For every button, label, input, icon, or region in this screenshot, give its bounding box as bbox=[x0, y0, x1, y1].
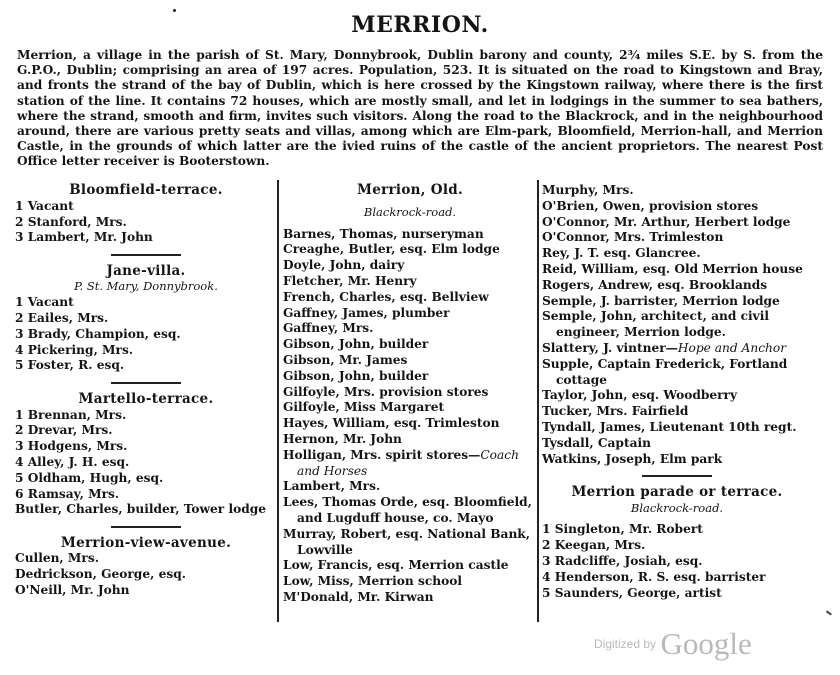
section-rule bbox=[642, 475, 712, 477]
directory-entry: Fletcher, Mr. Henry bbox=[283, 273, 417, 288]
directory-entry: 4 Alley, J. H. esq. bbox=[15, 454, 130, 469]
section-heading: Bloomfield-terrace. bbox=[69, 182, 223, 198]
directory-entry: 1 Vacant bbox=[15, 295, 74, 310]
directory-entry: Tyndall, James, Lieutenant 10th regt. bbox=[542, 419, 797, 434]
intro-paragraph: Merrion, a village in the parish of St. Mary, Donnybrook, Dublin barony and county, 2¾ miles S.E. by S. from the G.P.O., Dublin; comprising an area of 197 acres. Population, 523. It is situated on the road to Kingstown and Bray, and fronts the strand of the bay of Dublin, which is here crossed by the Kingstown railway, where there is the first station of the line. It contains 72 houses, which are mostly small, and let in lodgings in the summer to sea bathers, where the strand, smooth and firm, invites such visitors. Along the road to the Blackrock, and in the neighbourhood around, there are various pretty seats and villas, among which are Elm-park, Bloomfield, Merrion-hall, and Merrion Castle, in the grounds of which latter are the ivied ruins of the castle of the ancient proprietors. The nearest Post Office letter receiver is Booterstown. bbox=[17, 48, 823, 169]
section-rule bbox=[111, 526, 181, 528]
tavern-sign: Coach and Horses bbox=[297, 447, 519, 478]
directory-entry: 3 Hodgens, Mrs. bbox=[15, 439, 128, 454]
directory-entry: Butler, Charles, builder, Tower lodge bbox=[15, 502, 267, 517]
directory-entry: Creaghe, Butler, esq. Elm lodge bbox=[283, 242, 500, 257]
watermark-prefix: Digitized by bbox=[594, 637, 657, 651]
directory-entry bbox=[283, 448, 537, 480]
directory-entry: 2 Eailes, Mrs. bbox=[15, 311, 109, 326]
directory-entry: 2 Drevar, Mrs. bbox=[15, 423, 113, 438]
section-rule bbox=[111, 254, 181, 256]
entry-text: Slattery, J. vintner— bbox=[542, 340, 678, 355]
page-title: MERRION. bbox=[351, 12, 489, 38]
directory-entry: 3 Radcliffe, Josiah, esq. bbox=[542, 554, 703, 569]
section-subheading: Blackrock-road. bbox=[630, 500, 724, 515]
directory-entry: Rogers, Andrew, esq. Brooklands bbox=[542, 277, 768, 292]
digitized-watermark bbox=[594, 626, 752, 662]
column-left bbox=[15, 183, 277, 599]
directory-entry: Murphy, Mrs. bbox=[542, 183, 634, 197]
directory-entry: Cullen, Mrs. bbox=[15, 551, 99, 566]
section-heading: Merrion, Old. bbox=[356, 182, 464, 198]
directory-entry: 2 Stanford, Mrs. bbox=[15, 214, 127, 229]
section-rule bbox=[111, 382, 181, 384]
directory-entry: Low, Francis, esq. Merrion castle bbox=[283, 558, 509, 573]
directory-entry: Gaffney, James, plumber bbox=[283, 305, 450, 320]
directory-entry: O'Brien, Owen, provision stores bbox=[542, 198, 759, 213]
directory-entry: M'Donald, Mr. Kirwan bbox=[283, 589, 434, 604]
directory-entry: Reid, William, esq. Old Merrion house bbox=[542, 261, 803, 276]
directory-entry: 3 Lambert, Mr. John bbox=[15, 230, 153, 245]
directory-entry: Barnes, Thomas, nurseryman bbox=[283, 226, 484, 241]
directory-entry: O'Connor, Mrs. Trimleston bbox=[542, 230, 724, 245]
directory-entry bbox=[542, 341, 812, 357]
directory-entry: French, Charles, esq. Bellview bbox=[283, 289, 489, 304]
directory-entry: 1 Singleton, Mr. Robert bbox=[542, 522, 703, 537]
directory-entry: O'Neill, Mr. John bbox=[15, 583, 130, 598]
directory-entry: Watkins, Joseph, Elm park bbox=[542, 451, 723, 466]
section-heading: Merrion-view-avenue. bbox=[60, 534, 232, 551]
directory-entry: Rey, J. T. esq. Glancree. bbox=[542, 246, 701, 261]
section-heading: Merrion parade or terrace. bbox=[571, 483, 783, 500]
directory-entry: Supple, Captain Frederick, Fortland cottage bbox=[542, 356, 788, 387]
directory-entry: Low, Miss, Merrion school bbox=[283, 574, 462, 589]
directory-entry: Lees, Thomas Orde, esq. Bloomfield, and Lugduff house, co. Mayo bbox=[283, 495, 532, 525]
directory-entry: 1 Vacant bbox=[15, 198, 74, 213]
directory-entry: Lambert, Mrs. bbox=[283, 479, 381, 494]
directory-entry: Gaffney, Mrs. bbox=[283, 321, 374, 336]
directory-entry: Semple, J. barrister, Merrion lodge bbox=[542, 293, 780, 308]
column-divider bbox=[537, 180, 539, 622]
column-right bbox=[542, 183, 812, 601]
directory-entry: 5 Saunders, George, artist bbox=[542, 585, 722, 600]
directory-entry: 4 Henderson, R. S. esq. barrister bbox=[542, 569, 766, 584]
directory-entry: 5 Oldham, Hugh, esq. bbox=[15, 470, 164, 485]
directory-entry: Murray, Robert, esq. National Bank, Lowville bbox=[283, 526, 530, 557]
directory-entry: Tucker, Mrs. Fairfield bbox=[542, 404, 689, 419]
column-middle bbox=[283, 183, 537, 606]
directory-entry: Gibson, Mr. James bbox=[283, 352, 408, 367]
entry-text: Holligan, Mrs. spirit stores— bbox=[283, 447, 481, 462]
section-subheading: Blackrock-road. bbox=[363, 204, 457, 219]
directory-entry: Dedrickson, George, esq. bbox=[15, 567, 186, 582]
tavern-sign: Hope and Anchor bbox=[677, 340, 787, 355]
section-subheading: P. St. Mary, Donnybrook. bbox=[74, 279, 218, 294]
directory-entry: 1 Brennan, Mrs. bbox=[15, 407, 127, 422]
directory-entry: 4 Pickering, Mrs. bbox=[15, 342, 134, 357]
directory-entry: Gilfoyle, Mrs. provision stores bbox=[283, 384, 489, 399]
directory-entry: Hayes, William, esq. Trimleston bbox=[283, 416, 500, 431]
section-heading: Martello-terrace. bbox=[78, 390, 214, 407]
directory-entry: Taylor, John, esq. Woodberry bbox=[542, 388, 738, 403]
google-logo: Google bbox=[660, 626, 752, 661]
directory-entry: Gibson, John, builder bbox=[283, 337, 429, 352]
directory-entry: O'Connor, Mr. Arthur, Herbert lodge bbox=[542, 214, 791, 229]
directory-entry: 3 Brady, Champion, esq. bbox=[15, 326, 181, 341]
directory-entry: Doyle, John, dairy bbox=[283, 258, 405, 273]
directory-entry: Gibson, John, builder bbox=[283, 368, 429, 383]
section-heading: Jane-villa. bbox=[106, 262, 186, 279]
directory-entry: 2 Keegan, Mrs. bbox=[542, 538, 646, 553]
speck bbox=[826, 610, 832, 615]
directory-entry: Semple, John, architect, and civil engineer, Merrion lodge. bbox=[542, 309, 770, 340]
directory-entry: Gilfoyle, Miss Margaret bbox=[283, 400, 445, 415]
column-divider bbox=[277, 180, 279, 622]
directory-entry: Hernon, Mr. John bbox=[283, 431, 402, 446]
directory-entry: Tysdall, Captain bbox=[542, 435, 651, 450]
directory-entry: 5 Foster, R. esq. bbox=[15, 358, 125, 373]
directory-entry: 6 Ramsay, Mrs. bbox=[15, 486, 120, 501]
